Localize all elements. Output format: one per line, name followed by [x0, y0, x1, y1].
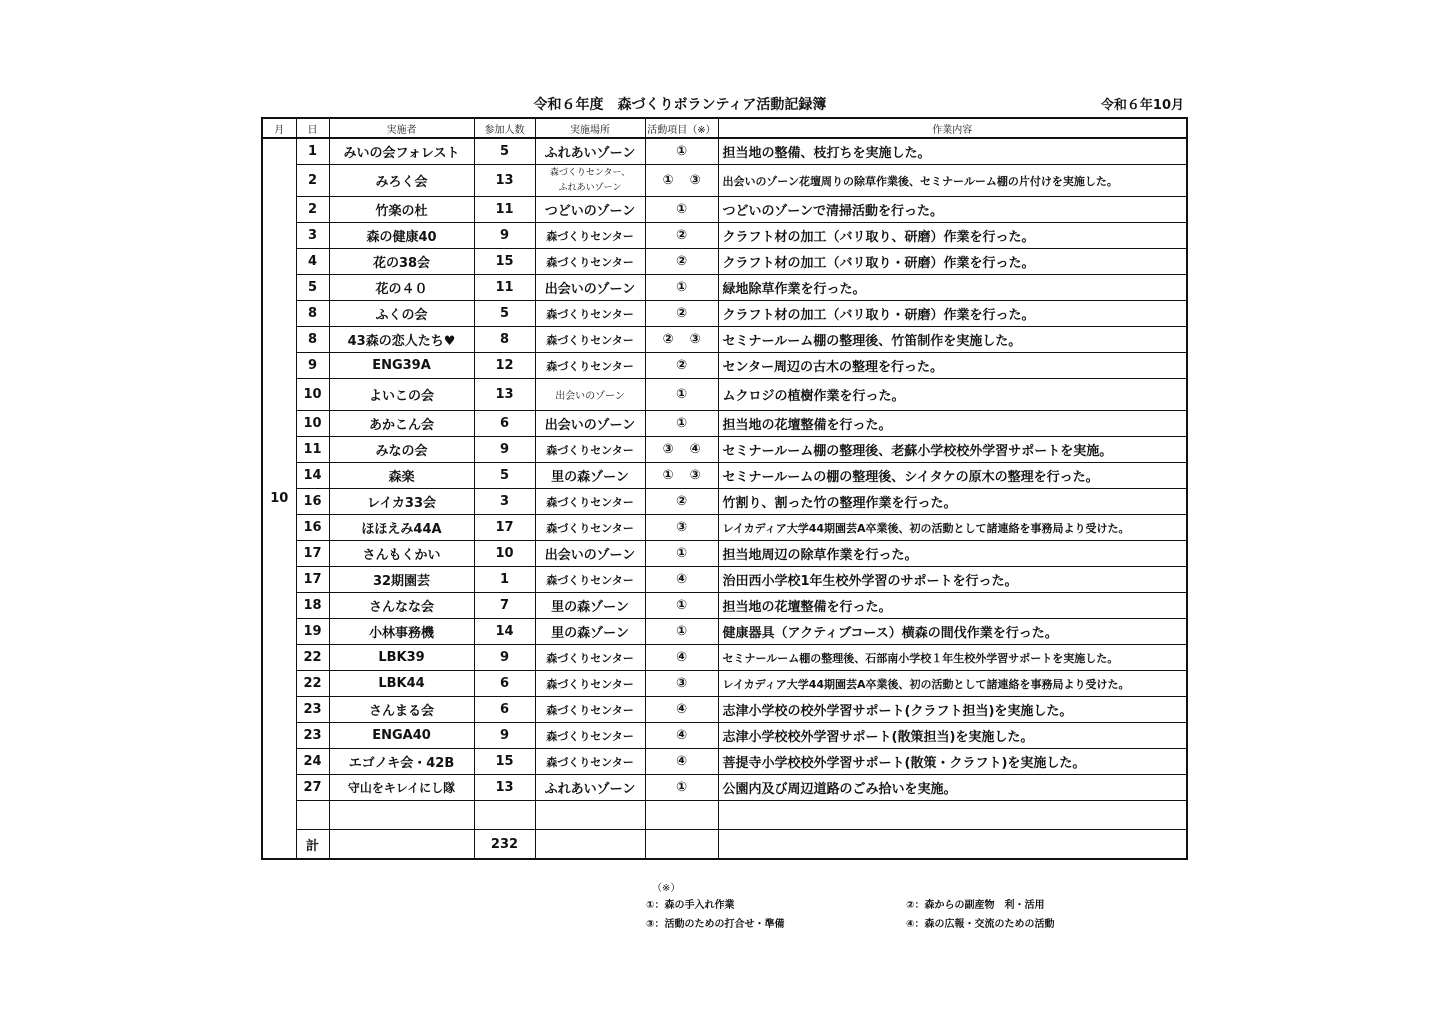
month-cell: 10: [262, 138, 296, 859]
total-row: [262, 830, 1187, 860]
legend-item-1: ①：森の手入れ作業: [646, 900, 735, 911]
location-cell: 森づくりセンター: [535, 353, 645, 379]
location-cell: 里の森ゾーン: [535, 619, 645, 645]
activity-cell: [645, 619, 718, 645]
table-row: [262, 723, 1187, 749]
legend-item-2: ②：森からの副産物 利・活用: [906, 900, 1045, 911]
work-cell: 担当地の花壇整備を行った。: [718, 411, 1187, 437]
location-cell: 森づくりセンター: [535, 515, 645, 541]
activity-cell: [645, 411, 718, 437]
day-cell: 24: [296, 749, 329, 775]
participants-cell: 9: [474, 723, 535, 749]
work-cell: 志津小学校の校外学習サポート(クラフト担当)を実施した。: [718, 697, 1187, 723]
total-count: 232: [474, 830, 535, 860]
day-cell: 23: [296, 697, 329, 723]
participants-cell: [474, 801, 535, 830]
activity-cell: [645, 379, 718, 411]
group-cell: さんまる会: [329, 697, 474, 723]
group-cell: LBK39: [329, 645, 474, 671]
location-cell: 森づくりセンター: [535, 567, 645, 593]
location-cell: ふれあいゾーン: [535, 775, 645, 801]
day-cell: 8: [296, 327, 329, 353]
activity-cell: [645, 830, 718, 860]
location-cell: 出会いのゾーン: [535, 411, 645, 437]
group-cell: 花の４０: [329, 275, 474, 301]
participants-cell: 6: [474, 411, 535, 437]
table-row: [262, 749, 1187, 775]
participants-cell: 15: [474, 749, 535, 775]
work-cell: クラフト材の加工（バリ取り、研磨）作業を行った。: [718, 223, 1187, 249]
location-line: ふれあいゾーン: [558, 182, 622, 193]
day-cell: 10: [296, 379, 329, 411]
activity-code: ③: [662, 442, 674, 457]
legend-mark: （※）: [652, 883, 681, 894]
activity-cell: [645, 463, 718, 489]
table-row: [262, 437, 1187, 463]
location-cell: 森づくりセンター: [535, 645, 645, 671]
day-cell: 9: [296, 353, 329, 379]
day-cell: 8: [296, 301, 329, 327]
table-row: [262, 697, 1187, 723]
activity-code: ④: [675, 702, 687, 717]
location-cell: 森づくりセンター: [535, 671, 645, 697]
activity-cell: [645, 801, 718, 830]
col-header-month: 月: [262, 118, 296, 138]
group-cell: 森楽: [329, 463, 474, 489]
group-cell: 小林事務機: [329, 619, 474, 645]
activity-cell: [645, 165, 718, 197]
location-cell: ふれあいゾーン: [535, 138, 645, 165]
day-cell: 22: [296, 645, 329, 671]
day-cell: 11: [296, 437, 329, 463]
location-cell: 里の森ゾーン: [535, 593, 645, 619]
activity-code: ②: [675, 228, 687, 243]
work-cell: セミナールーム棚の整理後、老蘇小学校校外学習サポートを実施。: [718, 437, 1187, 463]
table-row: [262, 411, 1187, 437]
activity-code: ①: [675, 144, 687, 159]
table-row: [262, 567, 1187, 593]
group-cell: さんもくかい: [329, 541, 474, 567]
activity-log-table: [261, 117, 1188, 860]
location-cell: 里の森ゾーン: [535, 463, 645, 489]
activity-code: ③: [675, 520, 687, 535]
group-cell: あかこん会: [329, 411, 474, 437]
group-cell: LBK44: [329, 671, 474, 697]
activity-code: ①: [675, 387, 687, 402]
participants-cell: 7: [474, 593, 535, 619]
activity-code: ①: [675, 280, 687, 295]
participants-cell: 14: [474, 619, 535, 645]
day-cell: 3: [296, 223, 329, 249]
legend-item-3: ③：活動のための打合せ・準備: [646, 919, 785, 930]
activity-code: ④: [689, 442, 701, 457]
day-cell: 10: [296, 411, 329, 437]
location-cell: 出会いのゾーン: [535, 541, 645, 567]
activity-code: ①: [675, 624, 687, 639]
day-cell: 14: [296, 463, 329, 489]
participants-cell: 11: [474, 275, 535, 301]
activity-code: ②: [675, 254, 687, 269]
day-cell: 4: [296, 249, 329, 275]
activity-cell: [645, 645, 718, 671]
group-cell: ふくの会: [329, 301, 474, 327]
activity-code: ③: [689, 332, 701, 347]
work-cell: 志津小学校校外学習サポート(散策担当)を実施した。: [718, 723, 1187, 749]
work-cell: レイカディア大学44期園芸A卒業後、初の活動として諸連絡を事務局より受けた。: [718, 671, 1187, 697]
work-cell: クラフト材の加工（バリ取り・研磨）作業を行った。: [718, 301, 1187, 327]
work-cell: 担当地の整備、枝打ちを実施した。: [718, 138, 1187, 165]
location-cell: 森づくりセンター: [535, 249, 645, 275]
activity-cell: [645, 275, 718, 301]
day-cell: 27: [296, 775, 329, 801]
table-row: [262, 197, 1187, 223]
work-cell: ムクロジの植樹作業を行った。: [718, 379, 1187, 411]
participants-cell: 8: [474, 327, 535, 353]
day-cell: 22: [296, 671, 329, 697]
activity-cell: [645, 197, 718, 223]
group-cell: さんなな会: [329, 593, 474, 619]
location-cell: 森づくりセンター: [535, 223, 645, 249]
activity-cell: [645, 489, 718, 515]
work-cell: [718, 830, 1187, 860]
activity-code: ①: [662, 468, 674, 483]
group-cell: みなの会: [329, 437, 474, 463]
location-cell: 森づくりセンター: [535, 749, 645, 775]
group-cell: エゴノキ会・42B: [329, 749, 474, 775]
activity-cell: [645, 515, 718, 541]
activity-cell: [645, 353, 718, 379]
table-row: [262, 671, 1187, 697]
activity-cell: [645, 437, 718, 463]
location-cell: [535, 801, 645, 830]
location-cell: 森づくりセンター: [535, 489, 645, 515]
day-cell: 16: [296, 489, 329, 515]
activity-cell: [645, 775, 718, 801]
table-row: [262, 645, 1187, 671]
table-row: [262, 379, 1187, 411]
table-row: [262, 301, 1187, 327]
participants-cell: 9: [474, 223, 535, 249]
table-row: [262, 489, 1187, 515]
day-cell: 19: [296, 619, 329, 645]
participants-cell: 11: [474, 197, 535, 223]
activity-cell: [645, 593, 718, 619]
participants-cell: 6: [474, 671, 535, 697]
activity-cell: [645, 223, 718, 249]
work-cell: セミナールームの棚の整理後、シイタケの原木の整理を行った。: [718, 463, 1187, 489]
table-row: [262, 249, 1187, 275]
participants-cell: 9: [474, 645, 535, 671]
activity-code: ②: [662, 332, 674, 347]
group-cell: 花の38会: [329, 249, 474, 275]
work-cell: 出会いのゾーン花壇周りの除草作業後、セミナールーム棚の片付けを実施した。: [718, 165, 1187, 197]
work-cell: レイカディア大学44期園芸A卒業後、初の活動として諸連絡を事務局より受けた。: [718, 515, 1187, 541]
day-cell: 16: [296, 515, 329, 541]
work-cell: 緑地除草作業を行った。: [718, 275, 1187, 301]
table-row: [262, 619, 1187, 645]
group-cell: [329, 801, 474, 830]
activity-cell: [645, 749, 718, 775]
table-row: [262, 593, 1187, 619]
participants-cell: 5: [474, 138, 535, 165]
activity-code: ④: [675, 572, 687, 587]
day-cell: 18: [296, 593, 329, 619]
legend-item-4: ④：森の広報・交流のための活動: [906, 919, 1055, 930]
activity-code: ①: [675, 202, 687, 217]
table-row: [262, 515, 1187, 541]
activity-code: ④: [675, 650, 687, 665]
location-cell: つどいのゾーン: [535, 197, 645, 223]
work-cell: 担当地の花壇整備を行った。: [718, 593, 1187, 619]
location-cell: 森づくりセンター: [535, 437, 645, 463]
header-row: [262, 118, 1187, 138]
group-cell: 竹楽の杜: [329, 197, 474, 223]
table-row: [262, 138, 1187, 165]
group-cell: 43森の恋人たち♥: [329, 327, 474, 353]
work-cell: [718, 801, 1187, 830]
activity-cell: [645, 723, 718, 749]
activity-code: ②: [675, 306, 687, 321]
table-row: [262, 275, 1187, 301]
day-cell: 23: [296, 723, 329, 749]
day-cell: 2: [296, 197, 329, 223]
document-title: 令和６年度 森づくりボランティア活動記録簿: [533, 97, 827, 113]
participants-cell: 12: [474, 353, 535, 379]
report-period: 令和６年10月: [1100, 98, 1184, 113]
participants-cell: 6: [474, 697, 535, 723]
location-cell: 森づくりセンター: [535, 697, 645, 723]
activity-cell: [645, 541, 718, 567]
activity-code: ①: [675, 546, 687, 561]
day-cell: 5: [296, 275, 329, 301]
group-cell: [329, 830, 474, 860]
participants-cell: 13: [474, 165, 535, 197]
participants-cell: 1: [474, 567, 535, 593]
location-cell: 森づくりセンター: [535, 723, 645, 749]
col-header-activity: 活動項目（※）: [645, 118, 718, 138]
participants-cell: 5: [474, 463, 535, 489]
work-cell: セミナールーム棚の整理後、竹笛制作を実施した。: [718, 327, 1187, 353]
activity-cell: [645, 301, 718, 327]
participants-cell: 10: [474, 541, 535, 567]
location-cell: [535, 165, 645, 197]
location-cell: [535, 830, 645, 860]
activity-code: ②: [675, 358, 687, 373]
work-cell: センター周辺の古木の整理を行った。: [718, 353, 1187, 379]
table-row: [262, 165, 1187, 197]
table-row: [262, 463, 1187, 489]
work-cell: 公園内及び周辺道路のごみ拾いを実施。: [718, 775, 1187, 801]
col-header-location: 実施場所: [535, 118, 645, 138]
work-cell: 健康器具（アクティブコース）横森の間伐作業を行った。: [718, 619, 1187, 645]
day-cell: [296, 801, 329, 830]
total-label: 計: [296, 830, 329, 860]
group-cell: 32期園芸: [329, 567, 474, 593]
col-header-group: 実施者: [329, 118, 474, 138]
group-cell: みいの会フォレスト: [329, 138, 474, 165]
participants-cell: 13: [474, 379, 535, 411]
participants-cell: 13: [474, 775, 535, 801]
activity-code: ①: [662, 173, 674, 188]
location-cell: 出会いのゾーン: [535, 379, 645, 411]
participants-cell: 17: [474, 515, 535, 541]
table-row: [262, 327, 1187, 353]
work-cell: 治田西小学校1年生校外学習のサポートを行った。: [718, 567, 1187, 593]
day-cell: 1: [296, 138, 329, 165]
participants-cell: 9: [474, 437, 535, 463]
participants-cell: 3: [474, 489, 535, 515]
activity-cell: [645, 138, 718, 165]
group-cell: 森の健康40: [329, 223, 474, 249]
work-cell: セミナールーム棚の整理後、石部南小学校１年生校外学習サポートを実施した。: [718, 645, 1187, 671]
col-header-work: 作業内容: [718, 118, 1187, 138]
group-cell: ほほえみ44A: [329, 515, 474, 541]
work-cell: つどいのゾーンで清掃活動を行った。: [718, 197, 1187, 223]
work-cell: 竹割り、割った竹の整理作業を行った。: [718, 489, 1187, 515]
activity-cell: [645, 697, 718, 723]
activity-code: ①: [675, 780, 687, 795]
table-row: [262, 541, 1187, 567]
activity-cell: [645, 567, 718, 593]
activity-code: ③: [675, 676, 687, 691]
group-cell: レイカ33会: [329, 489, 474, 515]
day-cell: 17: [296, 567, 329, 593]
activity-code: ④: [675, 728, 687, 743]
col-header-day: 日: [296, 118, 329, 138]
group-cell: よいこの会: [329, 379, 474, 411]
activity-code: ③: [689, 468, 701, 483]
day-cell: 2: [296, 165, 329, 197]
activity-cell: [645, 327, 718, 353]
group-cell: ENGA40: [329, 723, 474, 749]
blank-row: [262, 801, 1187, 830]
activity-code: ①: [675, 416, 687, 431]
location-cell: 出会いのゾーン: [535, 275, 645, 301]
work-cell: 担当地周辺の除草作業を行った。: [718, 541, 1187, 567]
table-row: [262, 775, 1187, 801]
participants-cell: 15: [474, 249, 535, 275]
activity-code: ①: [675, 598, 687, 613]
group-cell: ENG39A: [329, 353, 474, 379]
location-cell: 森づくりセンター: [535, 301, 645, 327]
col-header-participants: 参加人数: [474, 118, 535, 138]
activity-cell: [645, 249, 718, 275]
work-cell: 菩提寺小学校校外学習サポート(散策・クラフト)を実施した。: [718, 749, 1187, 775]
group-cell: 守山をキレイにし隊: [329, 775, 474, 801]
participants-cell: 5: [474, 301, 535, 327]
activity-code: ②: [675, 494, 687, 509]
location-cell: 森づくりセンター: [535, 327, 645, 353]
table-row: [262, 223, 1187, 249]
day-cell: 17: [296, 541, 329, 567]
location-line: 森づくりセンター、: [549, 167, 631, 178]
activity-code: ③: [689, 173, 701, 188]
activity-code: ④: [675, 754, 687, 769]
group-cell: みろく会: [329, 165, 474, 197]
work-cell: クラフト材の加工（バリ取り・研磨）作業を行った。: [718, 249, 1187, 275]
activity-cell: [645, 671, 718, 697]
table-row: [262, 353, 1187, 379]
